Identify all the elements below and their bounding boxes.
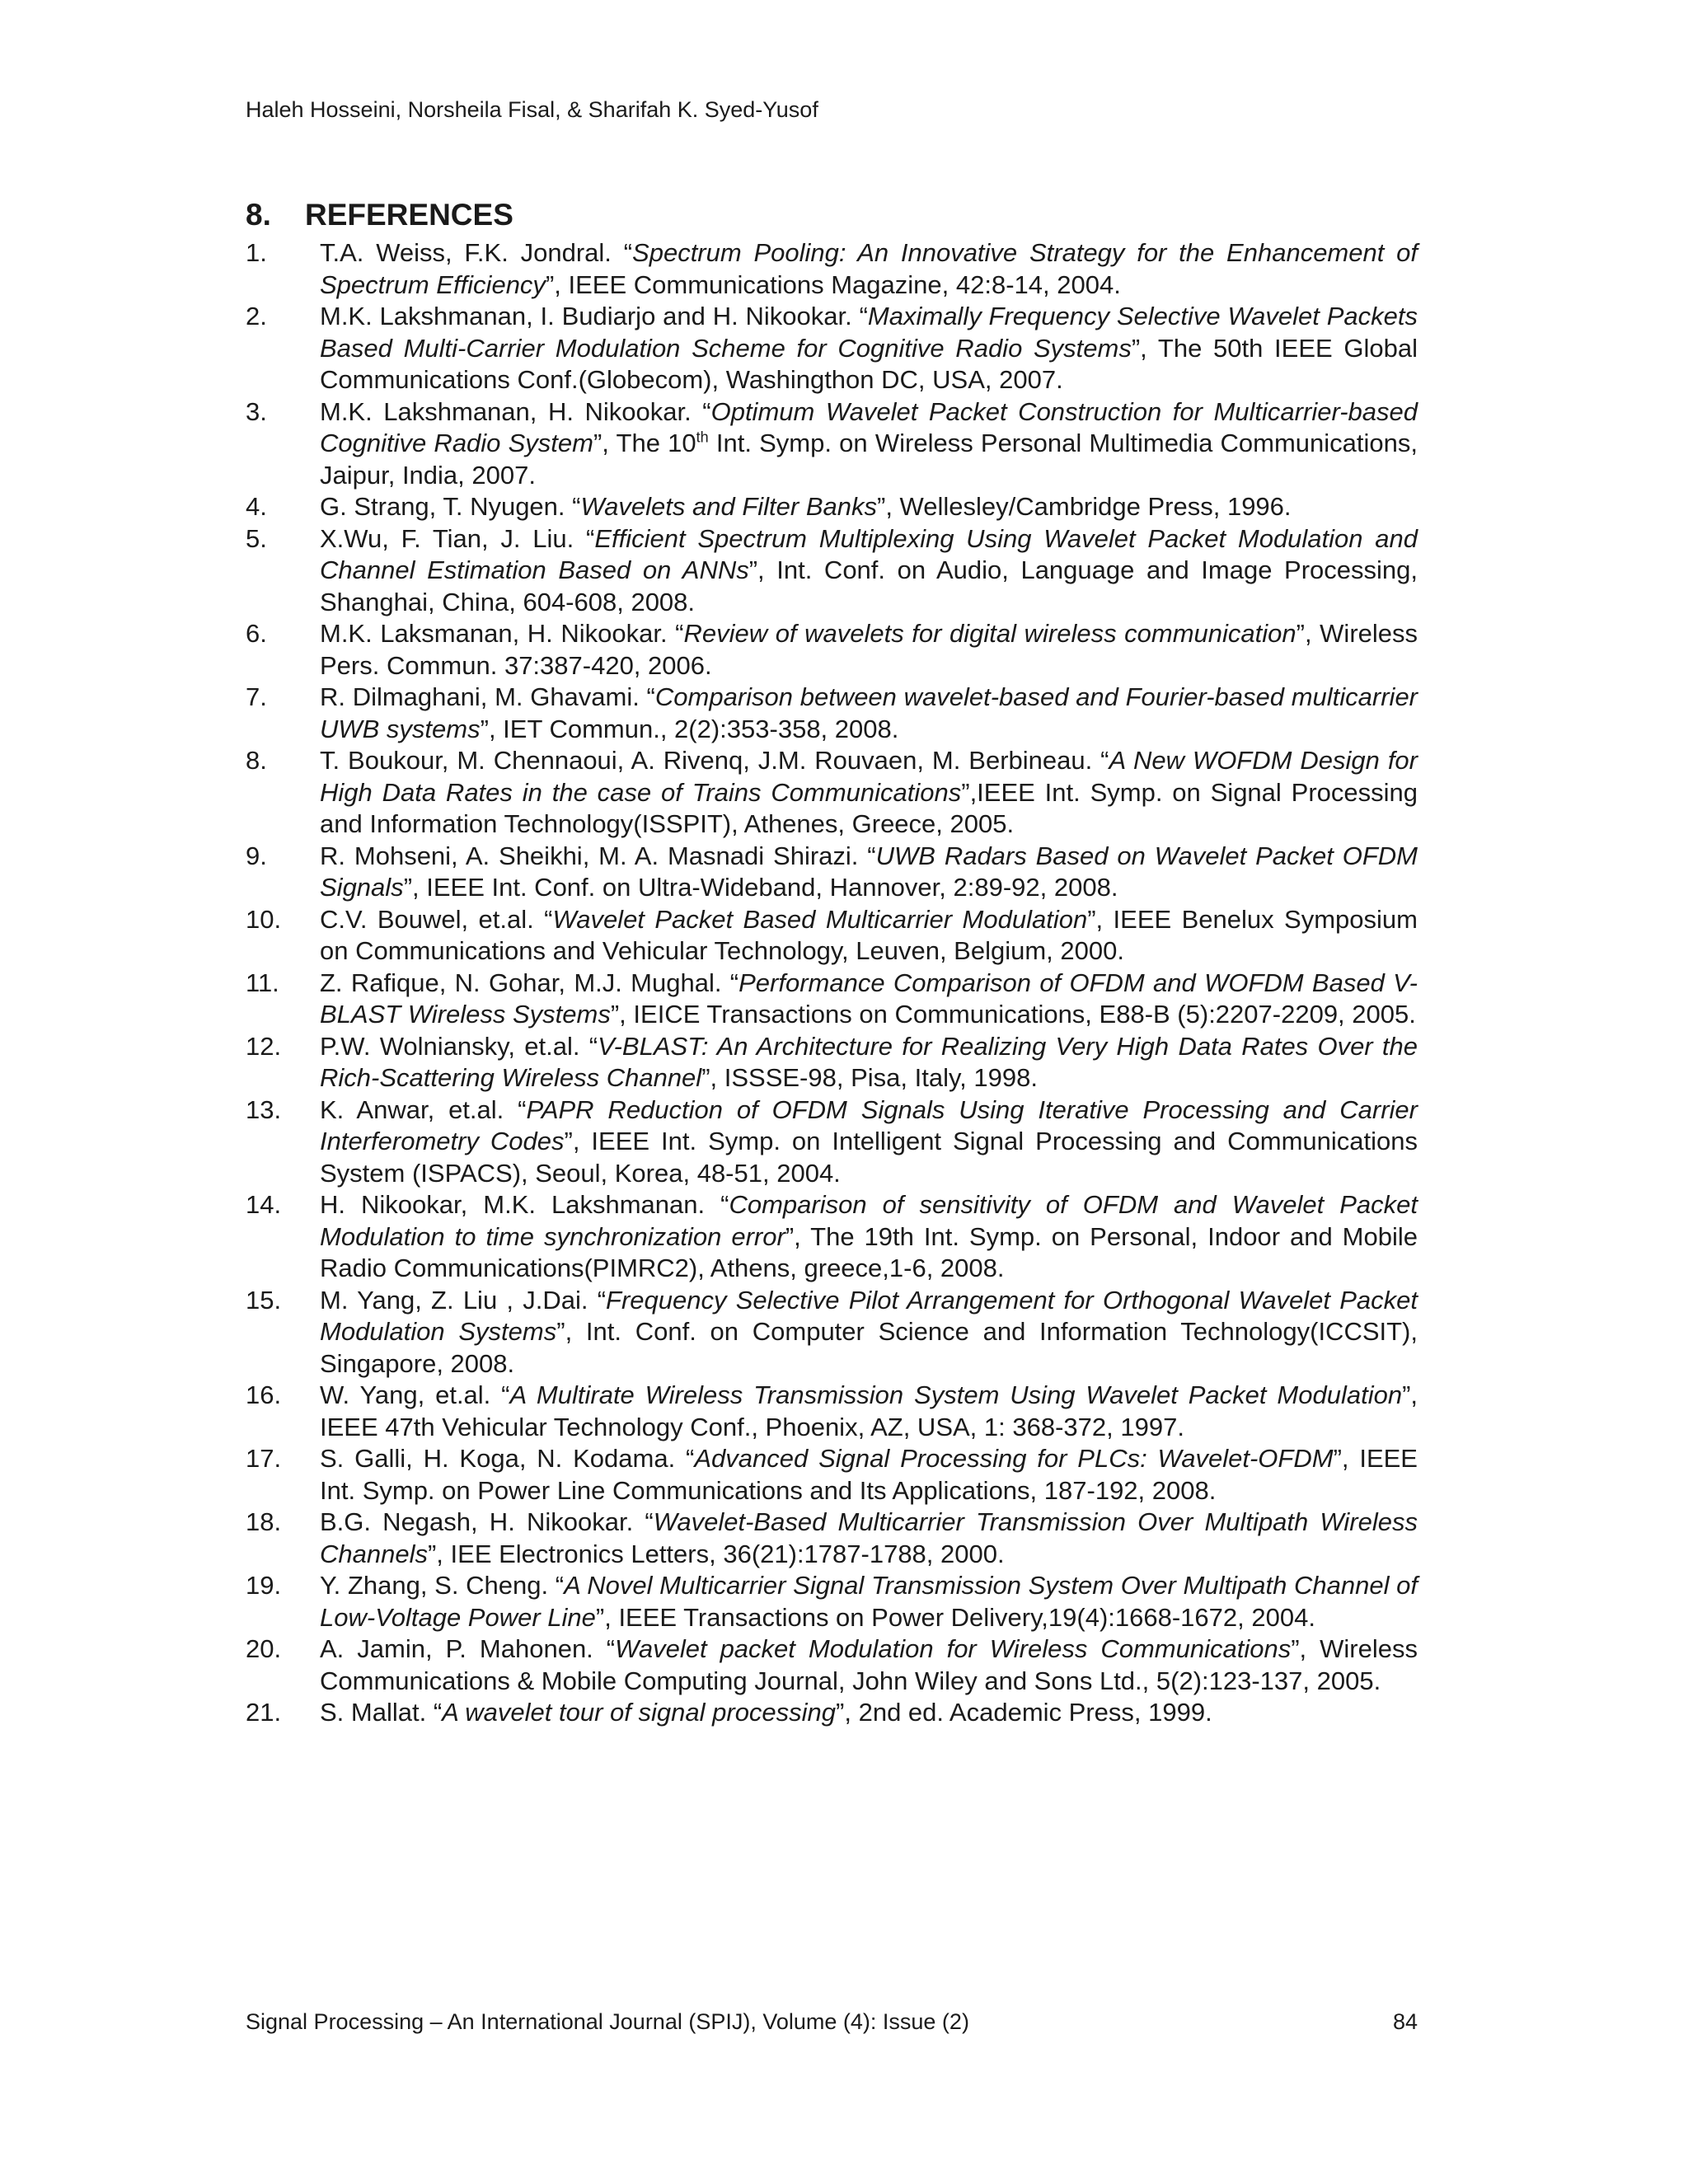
reference-source: ”, The 50th IEEE Global Communications Conf.(Globecom), Washingthon DC, USA, 2007. bbox=[320, 333, 1418, 394]
reference-source: ”, The 19th Int. Symp. on Personal, Indoor and Mobile Radio Communications(PIMRC2), Athens, greece,1-6, 2008. bbox=[320, 1221, 1418, 1282]
reference-number: 3. bbox=[246, 396, 267, 426]
reference-item bbox=[246, 1380, 1418, 1443]
reference-title: A wavelet tour of signal processing bbox=[442, 1698, 837, 1727]
reference-title: Review of wavelets for digital wireless communication bbox=[683, 619, 1296, 648]
reference-title: Wavelet Packet Based Multicarrier Modulation bbox=[552, 904, 1088, 934]
reference-authors: R. Dilmaghani, M. Ghavami. “ bbox=[320, 682, 655, 711]
reference-title: Wavelets and Filter Banks bbox=[580, 492, 877, 521]
reference-authors: S. Galli, H. Koga, N. Kodama. “ bbox=[320, 1444, 695, 1473]
reference-title: Frequency Selective Pilot Arrangement for Orthogonal Wavelet Packet Modulation Systems bbox=[320, 1285, 1418, 1346]
reference-number: 7. bbox=[246, 682, 267, 711]
reference-authors: R. Mohseni, A. Sheikhi, M. A. Masnadi Shirazi. “ bbox=[320, 841, 876, 870]
reference-title: A Multirate Wireless Transmission System Using Wavelet Packet Modulation bbox=[509, 1380, 1403, 1409]
reference-source: ”, Wireless Communications & Mobile Computing Journal, John Wiley and Sons Ltd., 5(2):123-137, 2005. bbox=[320, 1634, 1418, 1695]
reference-item bbox=[246, 237, 1418, 301]
reference-number: 18. bbox=[246, 1507, 282, 1536]
reference-source: ”, 2nd ed. Academic Press, 1999. bbox=[836, 1698, 1212, 1727]
reference-title: UWB Radars Based on Wavelet Packet OFDM Signals bbox=[320, 841, 1418, 902]
reference-item bbox=[246, 968, 1418, 1031]
reference-title: A New WOFDM Design for High Data Rates in the case of Trains Communications bbox=[320, 746, 1418, 807]
reference-number: 20. bbox=[246, 1634, 282, 1663]
reference-authors: C.V. Bouwel, et.al. “ bbox=[320, 904, 553, 934]
reference-authors: A. Jamin, P. Mahonen. “ bbox=[320, 1634, 616, 1663]
reference-source: ”, ISSSE-98, Pisa, Italy, 1998. bbox=[701, 1063, 1038, 1092]
reference-authors: M. Yang, Z. Liu , J.Dai. “ bbox=[320, 1285, 607, 1315]
reference-source: ”, IEEE Int. Conf. on Ultra-Wideband, Hannover, 2:89-92, 2008. bbox=[403, 873, 1118, 902]
reference-item bbox=[246, 904, 1418, 968]
reference-title: Comparison between wavelet-based and Fourier-based multicarrier UWB systems bbox=[320, 682, 1418, 743]
reference-number: 9. bbox=[246, 841, 267, 870]
reference-title: A Novel Multicarrier Signal Transmission System Over Multipath Channel of Low-Voltage Power Line bbox=[320, 1571, 1418, 1632]
reference-source: ”, Int. Conf. on Computer Science and Information Technology(ICCSIT), Singapore, 2008. bbox=[320, 1317, 1418, 1378]
reference-item bbox=[246, 745, 1418, 841]
reference-number: 4. bbox=[246, 492, 267, 521]
reference-number: 21. bbox=[246, 1698, 282, 1727]
reference-item bbox=[246, 1285, 1418, 1380]
page-number: 84 bbox=[1392, 2009, 1418, 2034]
reference-number: 13. bbox=[246, 1094, 282, 1124]
reference-number: 11. bbox=[246, 968, 279, 997]
reference-item bbox=[246, 1570, 1418, 1633]
reference-source: ”, IEE Electronics Letters, 36(21):1787-1788, 2000. bbox=[427, 1539, 1005, 1568]
reference-title: Advanced Signal Processing for PLCs: Wavelet-OFDM bbox=[694, 1444, 1334, 1473]
reference-source: ”,IEEE Int. Symp. on Signal Processing and Information Technology(ISSPIT), Athenes, Greece, 2005. bbox=[320, 777, 1418, 838]
reference-source: ”, Wireless Pers. Commun. 37:387-420, 2006. bbox=[320, 619, 1418, 680]
reference-authors: G. Strang, T. Nyugen. “ bbox=[320, 492, 581, 521]
reference-source: ”, IEEE Benelux Symposium on Communications and Vehicular Technology, Leuven, Belgium, 2000. bbox=[320, 904, 1418, 965]
reference-item bbox=[246, 841, 1418, 904]
reference-item bbox=[246, 1507, 1418, 1570]
reference-authors: M.K. Lakshmanan, I. Budiarjo and H. Nikookar. “ bbox=[320, 302, 868, 330]
reference-authors: Z. Rafique, N. Gohar, M.J. Mughal. “ bbox=[320, 968, 739, 997]
reference-source: ”, Wellesley/Cambridge Press, 1996. bbox=[877, 492, 1292, 521]
reference-item bbox=[246, 1443, 1418, 1507]
section-title: REFERENCES bbox=[305, 198, 513, 232]
reference-item bbox=[246, 1031, 1418, 1094]
reference-number: 5. bbox=[246, 523, 267, 553]
reference-authors: T.A. Weiss, F.K. Jondral. “ bbox=[320, 238, 633, 267]
reference-number: 15. bbox=[246, 1285, 282, 1315]
reference-title: Spectrum Pooling: An Innovative Strategy for the Enhancement of Spectrum Efficiency bbox=[320, 238, 1418, 299]
reference-title: PAPR Reduction of OFDM Signals Using Iterative Processing and Carrier Interferometry Codes bbox=[320, 1094, 1418, 1155]
reference-title: Performance Comparison of OFDM and WOFDM Based V-BLAST Wireless Systems bbox=[320, 968, 1418, 1029]
reference-title: V-BLAST: An Architecture for Realizing Very High Data Rates Over the Rich-Scattering Wireless Channel bbox=[320, 1031, 1418, 1092]
reference-authors: T. Boukour, M. Chennaoui, A. Rivenq, J.M. Rouvaen, M. Berbineau. “ bbox=[320, 746, 1109, 775]
reference-item bbox=[246, 618, 1418, 682]
reference-item bbox=[246, 396, 1418, 492]
reference-number: 6. bbox=[246, 619, 267, 648]
section-heading bbox=[246, 198, 513, 232]
footer-journal: Signal Processing – An International Journal (SPIJ), Volume (4): Issue (2) bbox=[246, 2009, 969, 2034]
reference-authors: H. Nikookar, M.K. Lakshmanan. “ bbox=[320, 1190, 729, 1219]
page-footer bbox=[246, 2009, 1418, 2035]
reference-authors: P.W. Wolniansky, et.al. “ bbox=[320, 1031, 598, 1061]
reference-authors: B.G. Negash, H. Nikookar. “ bbox=[320, 1507, 654, 1536]
reference-item bbox=[246, 1697, 1418, 1729]
reference-source: ”, IET Commun., 2(2):353-358, 2008. bbox=[480, 714, 899, 743]
reference-title: Wavelet packet Modulation for Wireless Communications bbox=[615, 1634, 1292, 1663]
reference-number: 19. bbox=[246, 1571, 282, 1600]
reference-number: 10. bbox=[246, 904, 282, 934]
reference-authors: X.Wu, F. Tian, J. Liu. “ bbox=[320, 523, 595, 553]
reference-title: Efficient Spectrum Multiplexing Using Wavelet Packet Modulation and Channel Estimation Based on ANNs bbox=[320, 523, 1418, 584]
reference-number: 17. bbox=[246, 1444, 282, 1473]
reference-source: ”, IEEE Int. Symp. on Power Line Communications and Its Applications, 187-192, 2008. bbox=[320, 1444, 1418, 1505]
reference-item bbox=[246, 682, 1418, 745]
reference-authors: K. Anwar, et.al. “ bbox=[320, 1094, 527, 1124]
reference-number: 14. bbox=[246, 1190, 282, 1219]
reference-title: Maximally Frequency Selective Wavelet Packets Based Multi-Carrier Modulation Scheme for Cognitive Radio Systems bbox=[320, 302, 1418, 363]
reference-number: 16. bbox=[246, 1380, 282, 1409]
reference-item bbox=[246, 491, 1418, 523]
reference-title: Wavelet-Based Multicarrier Transmission Over Multipath Wireless Channels bbox=[320, 1507, 1418, 1568]
reference-source: ”, The 10 bbox=[593, 429, 696, 457]
reference-number: 12. bbox=[246, 1031, 282, 1061]
reference-item bbox=[246, 1189, 1418, 1285]
section-number: 8. bbox=[246, 198, 271, 232]
reference-authors: W. Yang, et.al. “ bbox=[320, 1380, 510, 1409]
reference-number: 1. bbox=[246, 238, 267, 267]
reference-authors: Y. Zhang, S. Cheng. “ bbox=[320, 1571, 565, 1600]
reference-source: ”, Int. Conf. on Audio, Language and Image Processing, Shanghai, China, 604-608, 2008. bbox=[320, 555, 1418, 616]
reference-title: Optimum Wavelet Packet Construction for Multicarrier-based Cognitive Radio System bbox=[320, 396, 1418, 457]
reference-list bbox=[246, 237, 1418, 1729]
reference-source: ”, IEEE Communications Magazine, 42:8-14, 2004. bbox=[545, 269, 1121, 299]
reference-source-cont: Int. Symp. on Wireless Personal Multimedia Communications, Jaipur, India, 2007. bbox=[320, 429, 1418, 490]
reference-authors: M.K. Laksmanan, H. Nikookar. “ bbox=[320, 619, 684, 648]
reference-item bbox=[246, 301, 1418, 396]
reference-item bbox=[246, 1633, 1418, 1697]
reference-source: ”, IEICE Transactions on Communications, E88-B (5):2207-2209, 2005. bbox=[610, 1000, 1416, 1029]
reference-item bbox=[246, 523, 1418, 619]
reference-source: ”, IEEE Transactions on Power Delivery,19(4):1668-1672, 2004. bbox=[595, 1602, 1315, 1632]
reference-source: ”, IEEE 47th Vehicular Technology Conf., Phoenix, AZ, USA, 1: 368-372, 1997. bbox=[320, 1380, 1418, 1441]
reference-authors: M.K. Lakshmanan, H. Nikookar. “ bbox=[320, 396, 711, 426]
reference-superscript: th bbox=[696, 429, 709, 446]
reference-item bbox=[246, 1094, 1418, 1190]
reference-authors: S. Mallat. “ bbox=[320, 1698, 443, 1727]
running-header: Haleh Hosseini, Norsheila Fisal, & Sharifah K. Syed-Yusof bbox=[246, 97, 818, 122]
reference-number: 2. bbox=[246, 302, 267, 330]
reference-number: 8. bbox=[246, 746, 267, 775]
reference-source: ”, IEEE Int. Symp. on Intelligent Signal Processing and Communications System (ISPACS), Seoul, Korea, 48-51, 2004. bbox=[320, 1127, 1418, 1188]
reference-title: Comparison of sensitivity of OFDM and Wavelet Packet Modulation to time synchronization error bbox=[320, 1190, 1418, 1251]
